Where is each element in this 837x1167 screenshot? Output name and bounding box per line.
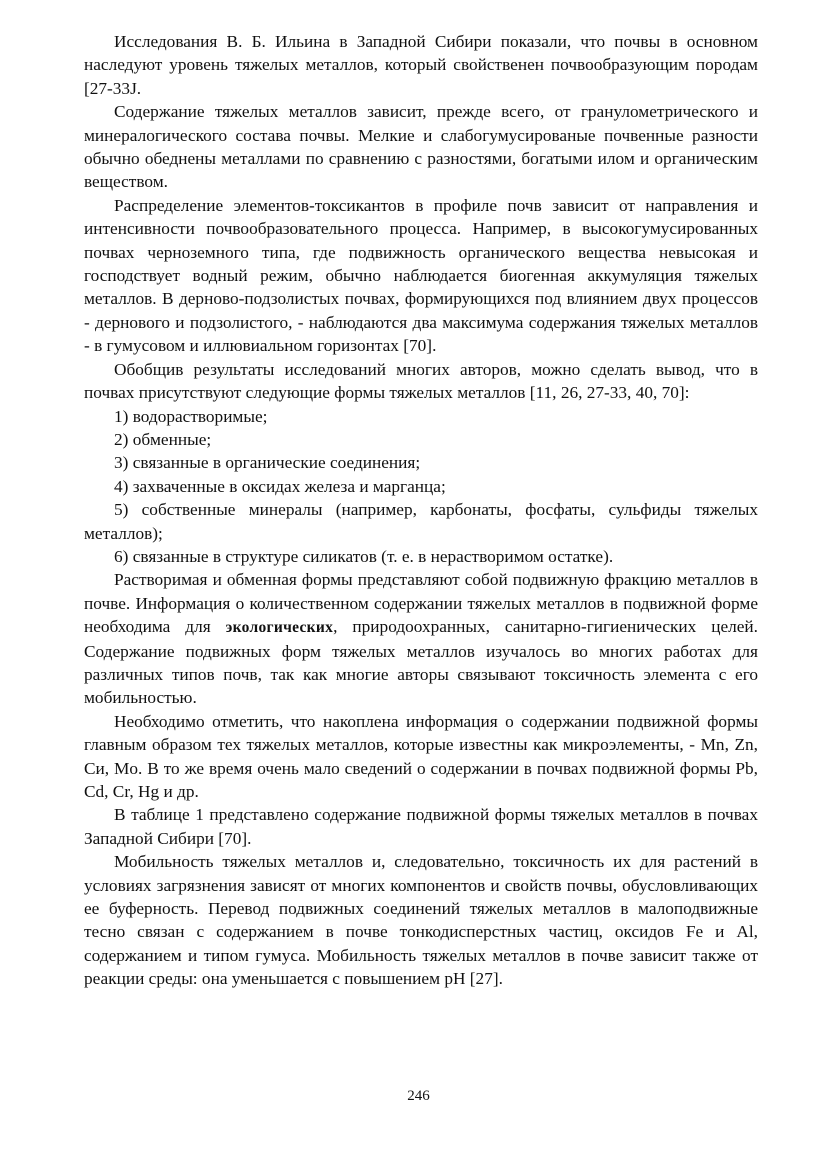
paragraph-summary: Обобщив результаты исследований многих авторов, можно сделать вывод, что в почвах присутствуют следующие формы тяжелых металлов [11, 26, 27-33, 40, 70]: xyxy=(84,359,758,403)
mobile-text-after: , природоохранных, санитарно-гигиенических целей. Содержание подвижных форм тяжелых металлов изучалось во многих работах для различных типов почв, так как многие авторы связывают токсичность элемента с его мобильностью. xyxy=(84,617,758,708)
paragraph-metal-content: Содержание тяжелых металлов зависит, прежде всего, от гранулометрического и минералогического состава почвы. Мелкие и слабогумусированые почвенные разности обычно обеднены металлами по сравнению с разностями, богатыми илом и органическим веществом. xyxy=(84,102,758,192)
paragraph-mobile-forms xyxy=(84,568,758,709)
mobile-text-bold: экологических xyxy=(225,619,334,637)
mobile-text-before: Растворимая и обменная формы представляют собой подвижную фракцию металлов в почве. Информация о количественном содержании тяжелых металлов в подвижной форме необходима для xyxy=(84,570,758,637)
list-item: 3) связанные в органические соединения; xyxy=(114,453,421,473)
list-item: 2) обменные; xyxy=(114,429,212,449)
paragraph-microelements: Необходимо отметить, что накоплена информация о содержании подвижной формы главным образом тех тяжелых металлов, которые известны как микроэлементы, - Mn, Zn, Си, Mo. В то же время очень мало сведений о содержании в почвах подвижной формы Pb, Cd, Сr, Hg и др. xyxy=(84,711,758,801)
list-item: 6) связанные в структуре силикатов (т. е. в нерастворимом остатке). xyxy=(114,546,614,566)
page-body xyxy=(84,30,758,991)
metal-forms-list xyxy=(84,405,758,569)
paragraph-distribution: Распределение элементов-токсикантов в профиле почв зависит от направления и интенсивности почвообразовательного процесса. Например, в высокогумусированных почвах черноземного типа, где подвижность органического вещества невысокая и господствует водный режим, обычно наблюдается биогенная аккумуляция тяжелых металлов. В дерново-подзолистых почвах, формирующихся под влиянием двух процессов - дернового и подзолистого, - наблюдаются два максимума содержания тяжелых металлов - в гумусовом и иллювиальном горизонтах [70]. xyxy=(84,195,758,356)
list-item: 1) водорастворимые; xyxy=(114,406,268,426)
list-item: 5) собственные минералы (например, карбонаты, фосфаты, сульфиды тяжелых металлов); xyxy=(84,500,758,543)
paragraph-table-ref: В таблице 1 представлено содержание подвижной формы тяжелых металлов в почвах Западной Сибири [70]. xyxy=(84,805,758,848)
page-number: 246 xyxy=(407,1088,430,1104)
paragraph-ilyin-study: Исследования В. Б. Ильина в Западной Сибири показали, что почвы в основном наследуют уровень тяжелых металлов, который свойственен почвообразующим породам [27-33J. xyxy=(84,32,758,98)
paragraph-mobility: Мобильность тяжелых металлов и, следовательно, токсичность их для растений в условиях загрязнения зависят от многих компонентов и свойств почвы, обусловливающих ее буферность. Перевод подвижных соединений тяжелых металлов в малоподвижные тесно связан с содержанием в почве тонкодисперстных частиц, оксидов Fe и Al, содержанием и типом гумуса. Мобильность тяжелых металлов в почве зависит также от реакции среды: она уменьшается с повышением pH [27]. xyxy=(84,852,758,989)
list-item: 4) захваченные в оксидах железа и марганца; xyxy=(114,476,446,496)
